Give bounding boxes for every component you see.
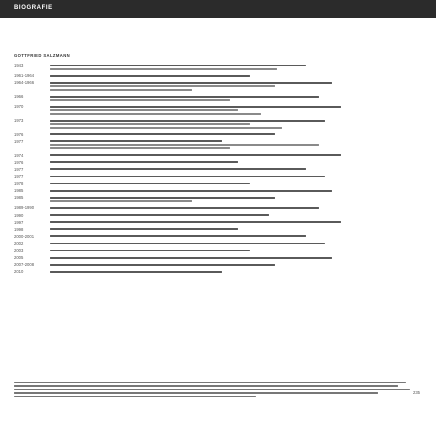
text-line [50,68,277,70]
text-line [50,161,238,163]
list-item [14,241,418,246]
text-line [50,82,332,84]
text-line [50,190,332,192]
entry-text [50,262,418,267]
text-line [50,257,332,259]
text-line [50,147,230,149]
list-item [14,167,418,172]
text-line [50,109,238,111]
text-line [50,228,238,230]
text-line [50,133,275,135]
entry-text [50,269,418,274]
entry-year: 1976 [14,159,24,165]
list-item [14,188,418,193]
entry-year: 1977 [14,173,24,179]
entry-text [50,73,418,78]
entry-year: 2007-2008 [14,262,35,268]
entry-text [50,132,418,137]
text-line [50,127,282,129]
list-item [14,195,418,203]
text-line [50,264,275,266]
entry-year: 1985 [14,188,24,194]
entry-text [50,195,418,203]
footnote-paragraph [14,380,418,399]
text-line [50,96,319,98]
list-item [14,174,418,179]
list-item [14,139,418,151]
entry-year: 1966 [14,94,24,100]
entry-text [50,234,418,239]
entry-text [50,80,418,92]
text-line [50,176,325,178]
entry-year: 1976 [14,131,24,137]
entry-year: 1985 [14,195,24,201]
entry-year: 2000-2001 [14,233,35,239]
text-line [50,207,319,209]
entry-text [50,213,418,218]
entry-year: 2010 [14,269,24,275]
list-item [14,213,418,218]
entry-text [50,153,418,158]
text-line [50,120,325,122]
entry-year: 1997 [14,219,24,225]
text-line [50,123,250,125]
list-item [14,132,418,137]
entry-text [50,227,418,232]
list-item [14,248,418,253]
header-title: BIOGRAFIE [14,5,53,11]
list-item [14,94,418,102]
entry-text [50,160,418,165]
text-line [14,385,398,387]
list-item [14,118,418,130]
list-item [14,63,418,71]
entry-text [50,139,418,151]
entry-text [50,63,418,71]
text-line [50,197,275,199]
text-line [50,154,341,156]
entry-year: 1973 [14,118,24,124]
entry-year: 1998 [14,226,24,232]
entry-year: 1964-1966 [14,80,35,86]
list-item [14,262,418,267]
entry-year: 1970 [14,104,24,110]
text-line [50,183,250,185]
entry-text [50,118,418,130]
text-line [50,99,230,101]
list-item [14,205,418,210]
text-line [14,392,378,394]
entry-text [50,255,418,260]
list-item [14,227,418,232]
list-item [14,255,418,260]
text-line [14,396,256,398]
entry-text [50,167,418,172]
entry-text [50,174,418,179]
entry-year: 1977 [14,166,24,172]
entry-text [50,248,418,253]
text-line [50,144,319,146]
list-item [14,104,418,116]
entry-year: 1943 [14,63,24,68]
list-item [14,80,418,92]
entry-year: 1978 [14,181,24,186]
entry-year: 2002 [14,240,24,246]
entry-text [50,188,418,193]
entry-text [50,181,418,186]
text-line [50,168,306,170]
text-line [50,89,192,91]
text-line [50,235,306,237]
text-line [50,65,306,67]
text-line [50,106,341,108]
text-line [50,243,325,245]
text-line [50,140,222,142]
entry-year: 1990 [14,212,24,218]
text-line [50,200,192,202]
entry-text [50,205,418,210]
entry-year: 1974 [14,152,24,158]
text-line [50,75,250,77]
text-line [50,221,341,223]
text-line [14,382,406,384]
header-bar [0,0,436,18]
text-line [50,214,269,216]
page-number: 235 [413,390,420,395]
entry-year: 1989-1990 [14,205,35,211]
entry-year: 2003 [14,248,24,253]
entry-year: 1961-1964 [14,73,35,79]
text-line [50,85,275,87]
text-line [50,250,250,252]
list-item [14,234,418,239]
list-item [14,181,418,186]
entry-text [50,104,418,116]
text-line [50,271,222,273]
list-item [14,153,418,158]
list-item [14,160,418,165]
biography-entries [14,63,418,276]
text-line [50,113,261,115]
entry-year: 1977 [14,138,24,144]
entry-text [50,241,418,246]
text-line [14,389,410,391]
entry-text [50,220,418,225]
list-item [14,269,418,274]
list-item [14,220,418,225]
section-heading: GOTTFRIED SALZMANN [14,53,71,58]
entry-text [50,94,418,102]
list-item [14,73,418,78]
entry-year: 2005 [14,255,24,261]
